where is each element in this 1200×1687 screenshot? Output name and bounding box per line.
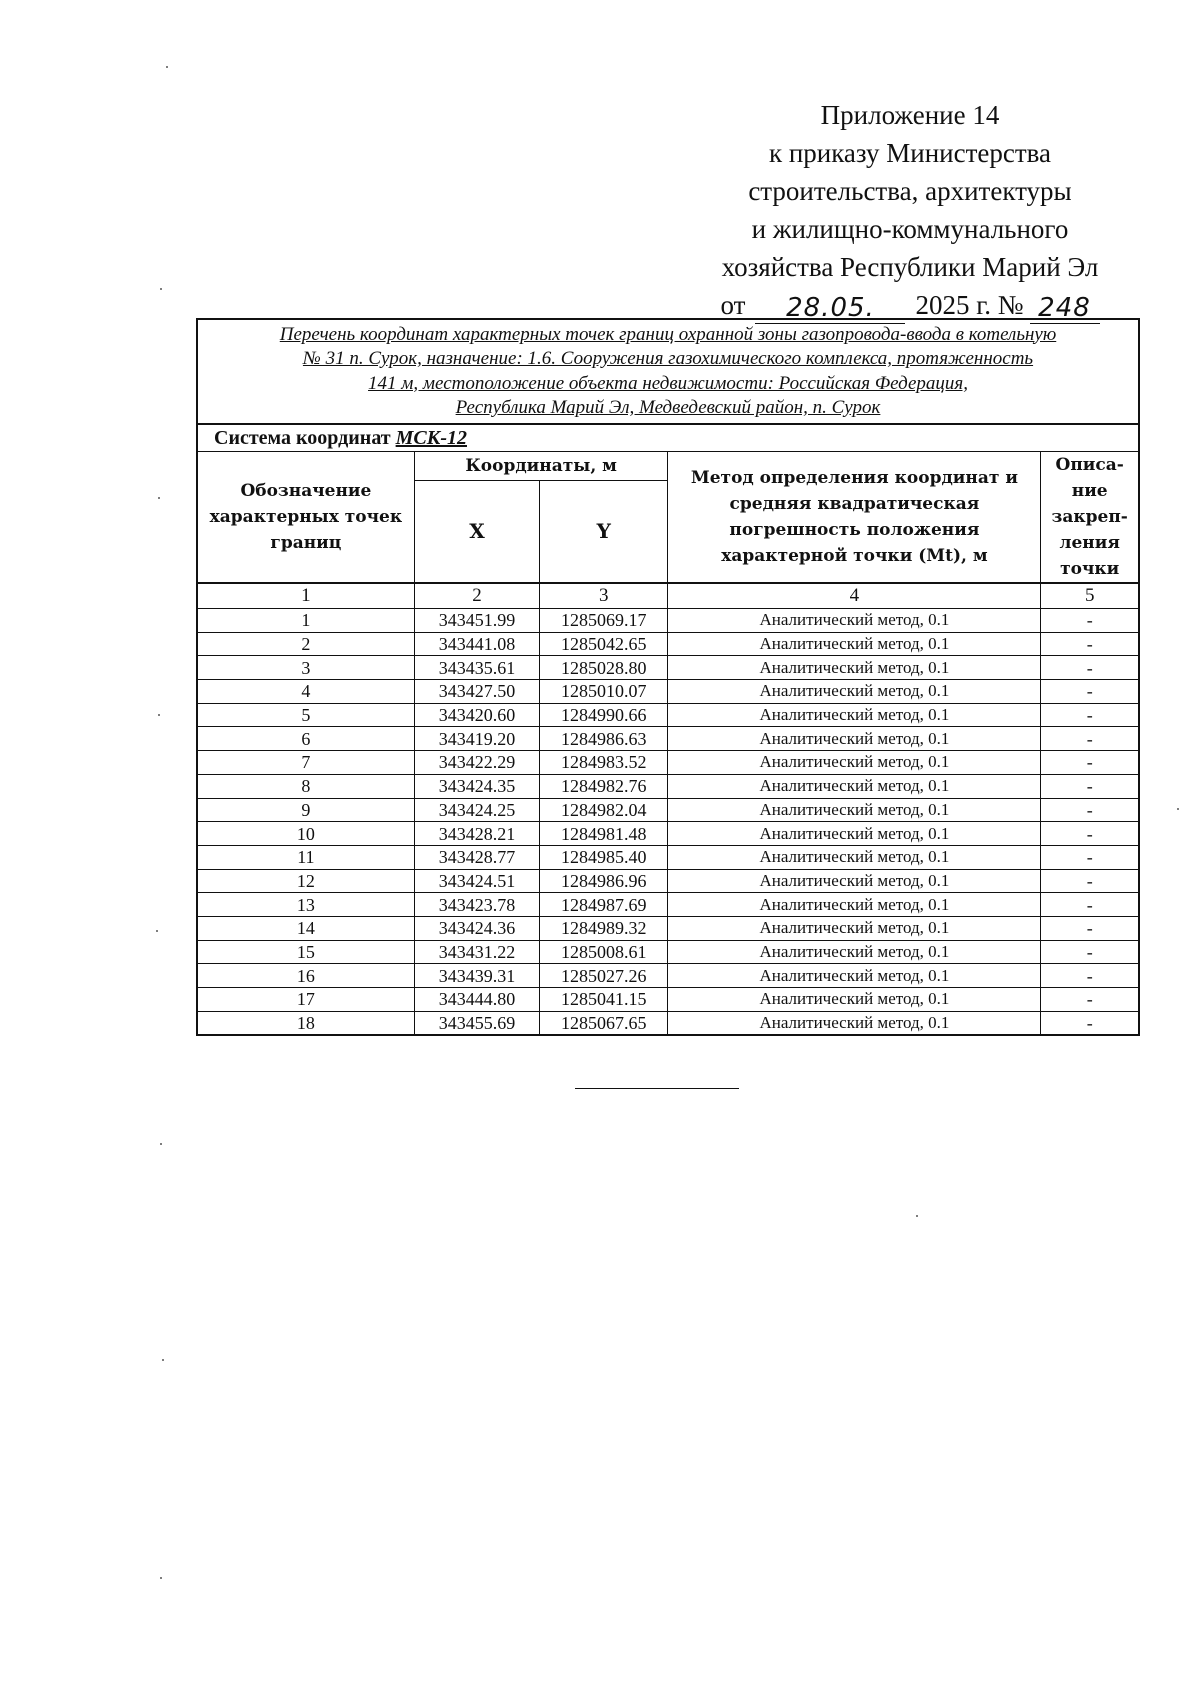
y-cell: 1285028.80 [540,656,668,680]
table-row [197,1011,1139,1035]
method-cell: Аналитический метод, 0.1 [668,656,1041,680]
scan-speck [160,1143,162,1145]
description-cell: - [1041,632,1139,656]
handwritten-order-number: 248 [1030,293,1100,324]
table-row [197,774,1139,798]
x-cell: 343451.99 [414,609,539,633]
y-cell: 1284983.52 [540,751,668,775]
header-x: X [414,480,539,583]
y-cell: 1285041.15 [540,988,668,1012]
point-cell: 8 [197,774,414,798]
x-cell: 343431.22 [414,940,539,964]
description-cell: - [1041,845,1139,869]
scan-speck [158,714,160,716]
scan-speck [162,1359,164,1361]
x-cell: 343441.08 [414,632,539,656]
closing-rule [575,1088,739,1089]
x-cell: 343424.51 [414,869,539,893]
table-row [197,988,1139,1012]
description-cell: - [1041,964,1139,988]
column-number: 3 [540,583,668,609]
description-cell: - [1041,916,1139,940]
y-cell: 1284989.32 [540,916,668,940]
y-cell: 1284982.04 [540,798,668,822]
y-cell: 1285027.26 [540,964,668,988]
y-cell: 1284981.48 [540,822,668,846]
method-cell: Аналитический метод, 0.1 [668,727,1041,751]
x-cell: 343419.20 [414,727,539,751]
year-text: 2025 г. № [915,290,1024,320]
scan-speck [158,497,160,499]
header-description: Описа-ние закреп-ления точки [1041,452,1139,584]
point-cell: 4 [197,680,414,704]
x-cell: 343455.69 [414,1011,539,1035]
table-row [197,869,1139,893]
table-row [197,751,1139,775]
y-cell: 1285069.17 [540,609,668,633]
x-cell: 343422.29 [414,751,539,775]
method-cell: Аналитический метод, 0.1 [668,893,1041,917]
y-cell: 1284990.66 [540,703,668,727]
header-y: Y [540,480,668,583]
table-row [197,798,1139,822]
x-cell: 343423.78 [414,893,539,917]
table-row [197,916,1139,940]
method-cell: Аналитический метод, 0.1 [668,609,1041,633]
point-cell: 7 [197,751,414,775]
scan-speck [160,288,162,290]
scan-speck [916,1215,918,1217]
description-cell: - [1041,656,1139,680]
scan-speck [1177,808,1179,810]
table-row [197,893,1139,917]
scan-speck [166,66,168,68]
method-cell: Аналитический метод, 0.1 [668,798,1041,822]
description-cell: - [1041,822,1139,846]
scan-speck [156,930,158,932]
method-cell: Аналитический метод, 0.1 [668,964,1041,988]
description-cell: - [1041,703,1139,727]
column-number: 5 [1041,583,1139,609]
method-cell: Аналитический метод, 0.1 [668,1011,1041,1035]
description-cell: - [1041,774,1139,798]
point-cell: 10 [197,822,414,846]
method-cell: Аналитический метод, 0.1 [668,703,1041,727]
description-cell: - [1041,893,1139,917]
x-cell: 343427.50 [414,680,539,704]
description-cell: - [1041,940,1139,964]
table-title [197,319,1139,424]
appendix-title: Приложение 14 [820,100,1000,130]
coordinate-system-label: Система координат [214,427,391,449]
y-cell: 1285008.61 [540,940,668,964]
point-cell: 11 [197,845,414,869]
y-cell: 1285042.65 [540,632,668,656]
column-number: 2 [414,583,539,609]
point-cell: 3 [197,656,414,680]
table-row [197,822,1139,846]
table-row [197,940,1139,964]
y-cell: 1285067.65 [540,1011,668,1035]
description-cell: - [1041,751,1139,775]
x-cell: 343435.61 [414,656,539,680]
y-cell: 1284987.69 [540,893,668,917]
method-cell: Аналитический метод, 0.1 [668,916,1041,940]
header-row-1 [197,452,1139,481]
y-cell: 1284985.40 [540,845,668,869]
point-cell: 16 [197,964,414,988]
description-cell: - [1041,609,1139,633]
column-number-row [197,583,1139,609]
description-cell: - [1041,1011,1139,1035]
method-cell: Аналитический метод, 0.1 [668,845,1041,869]
point-cell: 2 [197,632,414,656]
y-cell: 1284986.63 [540,727,668,751]
description-cell: - [1041,727,1139,751]
method-cell: Аналитический метод, 0.1 [668,632,1041,656]
table-row [197,845,1139,869]
point-cell: 14 [197,916,414,940]
scan-speck [160,1577,162,1579]
point-cell: 5 [197,703,414,727]
x-cell: 343424.35 [414,774,539,798]
point-cell: 17 [197,988,414,1012]
y-cell: 1284982.76 [540,774,668,798]
coordinate-system-row [197,424,1139,452]
description-cell: - [1041,798,1139,822]
table-row [197,609,1139,633]
x-cell: 343424.36 [414,916,539,940]
description-cell: - [1041,988,1139,1012]
method-cell: Аналитический метод, 0.1 [668,988,1041,1012]
x-cell: 343428.21 [414,822,539,846]
method-cell: Аналитический метод, 0.1 [668,822,1041,846]
table-row [197,727,1139,751]
x-cell: 343439.31 [414,964,539,988]
table-title-row [197,319,1139,424]
header-coordinates: Координаты, м [414,452,668,481]
method-cell: Аналитический метод, 0.1 [668,751,1041,775]
table-row [197,632,1139,656]
x-cell: 343424.25 [414,798,539,822]
method-cell: Аналитический метод, 0.1 [668,940,1041,964]
point-cell: 15 [197,940,414,964]
appendix-order-line: к приказу Министерства [768,138,1052,168]
point-cell: 6 [197,727,414,751]
table-row [197,964,1139,988]
point-cell: 9 [197,798,414,822]
appendix-housing-line: и жилищно-коммунального [751,214,1069,244]
coordinate-system-value: МСК-12 [395,427,467,449]
method-cell: Аналитический метод, 0.1 [668,774,1041,798]
description-cell: - [1041,680,1139,704]
column-number: 1 [197,583,414,609]
coordinates-table [196,318,1140,1036]
point-cell: 13 [197,893,414,917]
point-cell: 18 [197,1011,414,1035]
date-prefix: от [720,290,746,320]
point-cell: 1 [197,609,414,633]
coordinate-system-cell [197,424,1139,452]
x-cell: 343428.77 [414,845,539,869]
method-cell: Аналитический метод, 0.1 [668,680,1041,704]
table-row [197,703,1139,727]
y-cell: 1285010.07 [540,680,668,704]
appendix-header [690,96,1130,324]
x-cell: 343444.80 [414,988,539,1012]
header-method: Метод определения координат и средняя квадратическая погрешность положения характерной точки (Mt), м [668,452,1041,584]
table-row [197,680,1139,704]
point-cell: 12 [197,869,414,893]
appendix-republic-line: хозяйства Республики Марий Эл [721,252,1099,282]
column-number: 4 [668,583,1041,609]
y-cell: 1284986.96 [540,869,668,893]
table-title-line: Республика Марий Эл, Медведевский район, п. Сурок [455,397,881,418]
table-title-line: № 31 п. Сурок, назначение: 1.6. Сооружения газохимического комплекса, протяженность [302,348,1034,369]
table-title-line: Перечень координат характерных точек границ охранной зоны газопровода-ввода в котельную [279,323,1057,345]
method-cell: Аналитический метод, 0.1 [668,869,1041,893]
header-point: Обозначение характерных точек границ [197,452,414,584]
x-cell: 343420.60 [414,703,539,727]
handwritten-date: 28.05. [755,293,905,324]
table-row [197,656,1139,680]
table-title-line: 141 м, местоположение объекта недвижимости: Российская Федерация, [368,372,968,394]
appendix-ministry-line: строительства, архитектуры [748,176,1072,206]
description-cell: - [1041,869,1139,893]
